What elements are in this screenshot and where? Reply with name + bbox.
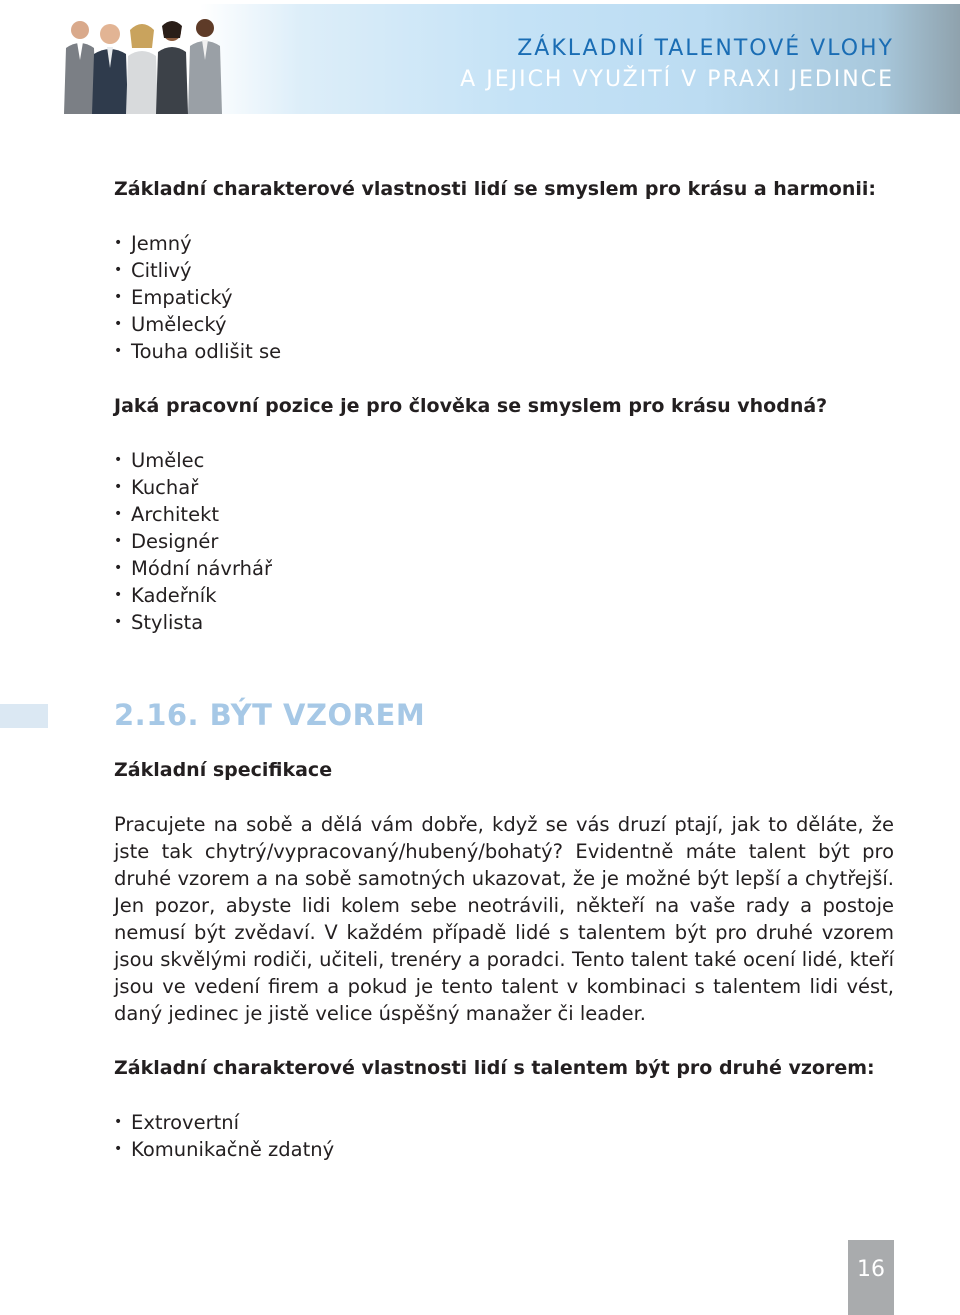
list-item: • Citlivý: [114, 257, 894, 284]
document-title: [460, 33, 894, 95]
person-figure: [126, 24, 158, 114]
person-figure: [156, 21, 188, 114]
role-model-traits-block: [114, 1055, 894, 1163]
title-line-2: A JEJICH VYUŽITÍ V PRAXI JEDINCE: [460, 67, 894, 92]
beauty-jobs-heading: Jaká pracovní pozice je pro člověka se smyslem pro krásu vhodná?: [114, 395, 828, 417]
person-figure: [92, 24, 128, 114]
list-item: • Jemný: [114, 230, 894, 257]
person-figure: [64, 21, 96, 114]
person-figure: [188, 19, 222, 114]
list-item: • Komunikačně zdatný: [114, 1136, 894, 1163]
list-item: • Extrovertní: [114, 1109, 894, 1136]
beauty-jobs-list: [114, 447, 894, 636]
list-item: • Touha odlišit se: [114, 338, 894, 365]
specification-paragraph: Pracujete na sobě a dělá vám dobře, když se vás druzí ptají, jak to děláte, že jste tak chytrý/vypracovaný/hubený/bohatý? Evidentně máte talent být pro druhé vzorem a na sobě samotných ukazovat, že je možné být lepší a chytřejší. Jen pozor, abyste lidi kolem sebe neotrávili, někteří na vaše rady a postoje nemusí být zvědaví. V každém případě lidé s talentem být pro druhé vzorem jsou skvělými rodiči, učiteli, trenéry a poradci. Tento talent také ocení lidé, kteří jsou ve vedení firem a pokud je tento talent v kombinaci s talentem lidi vést, daný jedinec je jistě velice úspěšný manažer či leader.: [114, 813, 894, 1025]
list-item: • Umělec: [114, 447, 894, 474]
section-title: 2.16. BÝT VZOREM: [114, 698, 426, 732]
list-item: • Empatický: [114, 284, 894, 311]
list-item: • Architekt: [114, 501, 894, 528]
list-item: • Umělecký: [114, 311, 894, 338]
beauty-traits-block: [114, 176, 894, 365]
list-item: • Stylista: [114, 609, 894, 636]
list-item: • Kadeřník: [114, 582, 894, 609]
specification-block: [114, 757, 894, 1027]
section-marker: [0, 704, 48, 728]
list-item: • Módní návrhář: [114, 555, 894, 582]
beauty-jobs-block: [114, 393, 894, 636]
list-item: • Designér: [114, 528, 894, 555]
title-line-1: ZÁKLADNÍ TALENTOVÉ VLOHY: [517, 36, 894, 61]
business-people-photo: [60, 8, 230, 114]
list-item: • Kuchař: [114, 474, 894, 501]
beauty-traits-heading: Základní charakterové vlastnosti lidí se smyslem pro krásu a harmonii:: [114, 178, 876, 200]
role-model-traits-heading: Základní charakterové vlastnosti lidí s talentem být pro druhé vzorem:: [114, 1057, 875, 1079]
role-model-traits-list: [114, 1109, 894, 1163]
page-number: 16: [848, 1240, 894, 1315]
beauty-traits-list: [114, 230, 894, 365]
specification-heading: Základní specifikace: [114, 759, 333, 781]
